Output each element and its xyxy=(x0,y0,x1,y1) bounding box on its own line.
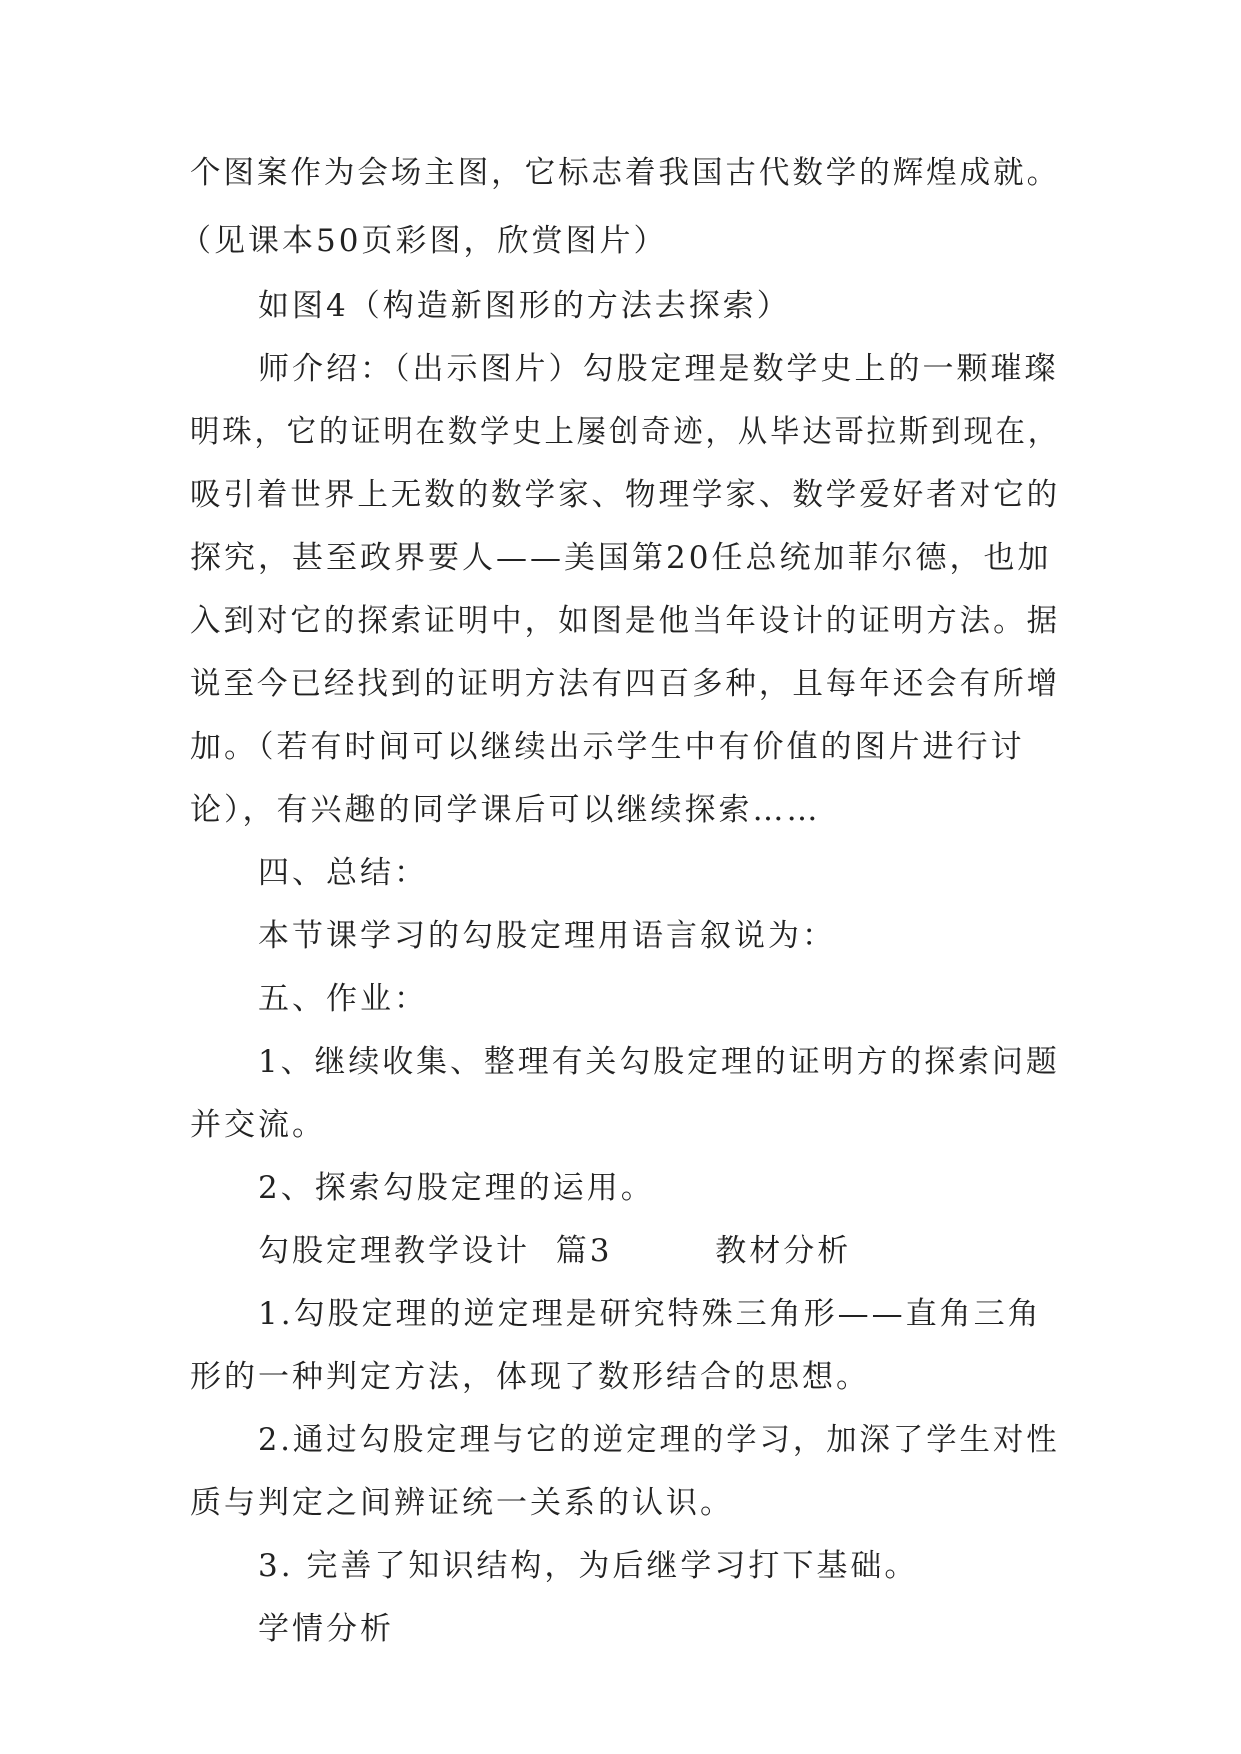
text-line: 说至今已经找到的证明方法有四百多种，且每年还会有所增 xyxy=(190,666,1061,702)
text-line: 3. 完善了知识结构，为后继学习打下基础。 xyxy=(258,1548,919,1584)
text-line: 2.通过勾股定理与它的逆定理的学习，加深了学生对性 xyxy=(258,1422,1060,1458)
text-line: 明珠，它的证明在数学史上屡创奇迹，从毕达哥拉斯到现在， xyxy=(190,414,1060,450)
text-line: 探究，甚至政界要人——美国第20任总统加菲尔德，也加 xyxy=(190,540,1052,576)
text-line: 并交流。 xyxy=(190,1107,326,1143)
text-line: 师介绍：（出示图片）勾股定理是数学史上的一颗璀璨 xyxy=(258,351,1059,387)
text-line: 1、继续收集、整理有关勾股定理的证明方的探索问题 xyxy=(258,1044,1060,1080)
text-line: 2、探索勾股定理的运用。 xyxy=(258,1170,655,1206)
text-line: 吸引着世界上无数的数学家、物理学家、数学爱好者对它的 xyxy=(190,477,1061,513)
section-heading: 学情分析 xyxy=(258,1611,394,1647)
text-line: 个图案作为会场主图，它标志着我国古代数学的辉煌成就。 xyxy=(190,155,1061,191)
text-line: 形的一种判定方法，体现了数形结合的思想。 xyxy=(190,1359,870,1395)
section-heading: 四、总结： xyxy=(258,855,428,891)
text-line: 如图4（构造新图形的方法去探索） xyxy=(258,288,791,324)
text-line: 论），有兴趣的同学课后可以继续探索…… xyxy=(190,792,821,828)
text-line: 加。（若有时间可以继续出示学生中有价值的图片进行讨 xyxy=(190,729,1025,765)
text-line: 入到对它的探索证明中，如图是他当年设计的证明方法。据 xyxy=(190,603,1061,639)
text-line: （见课本50页彩图，欣赏图片） xyxy=(180,223,668,259)
section-heading: 勾股定理教学设计 篇3 教材分析 xyxy=(258,1233,852,1269)
section-heading: 五、作业： xyxy=(258,981,428,1017)
text-line: 质与判定之间辨证统一关系的认识。 xyxy=(190,1485,734,1521)
text-line: 本节课学习的勾股定理用语言叙说为： xyxy=(258,918,836,954)
text-line: 1.勾股定理的逆定理是研究特殊三角形——直角三角 xyxy=(258,1296,1042,1332)
